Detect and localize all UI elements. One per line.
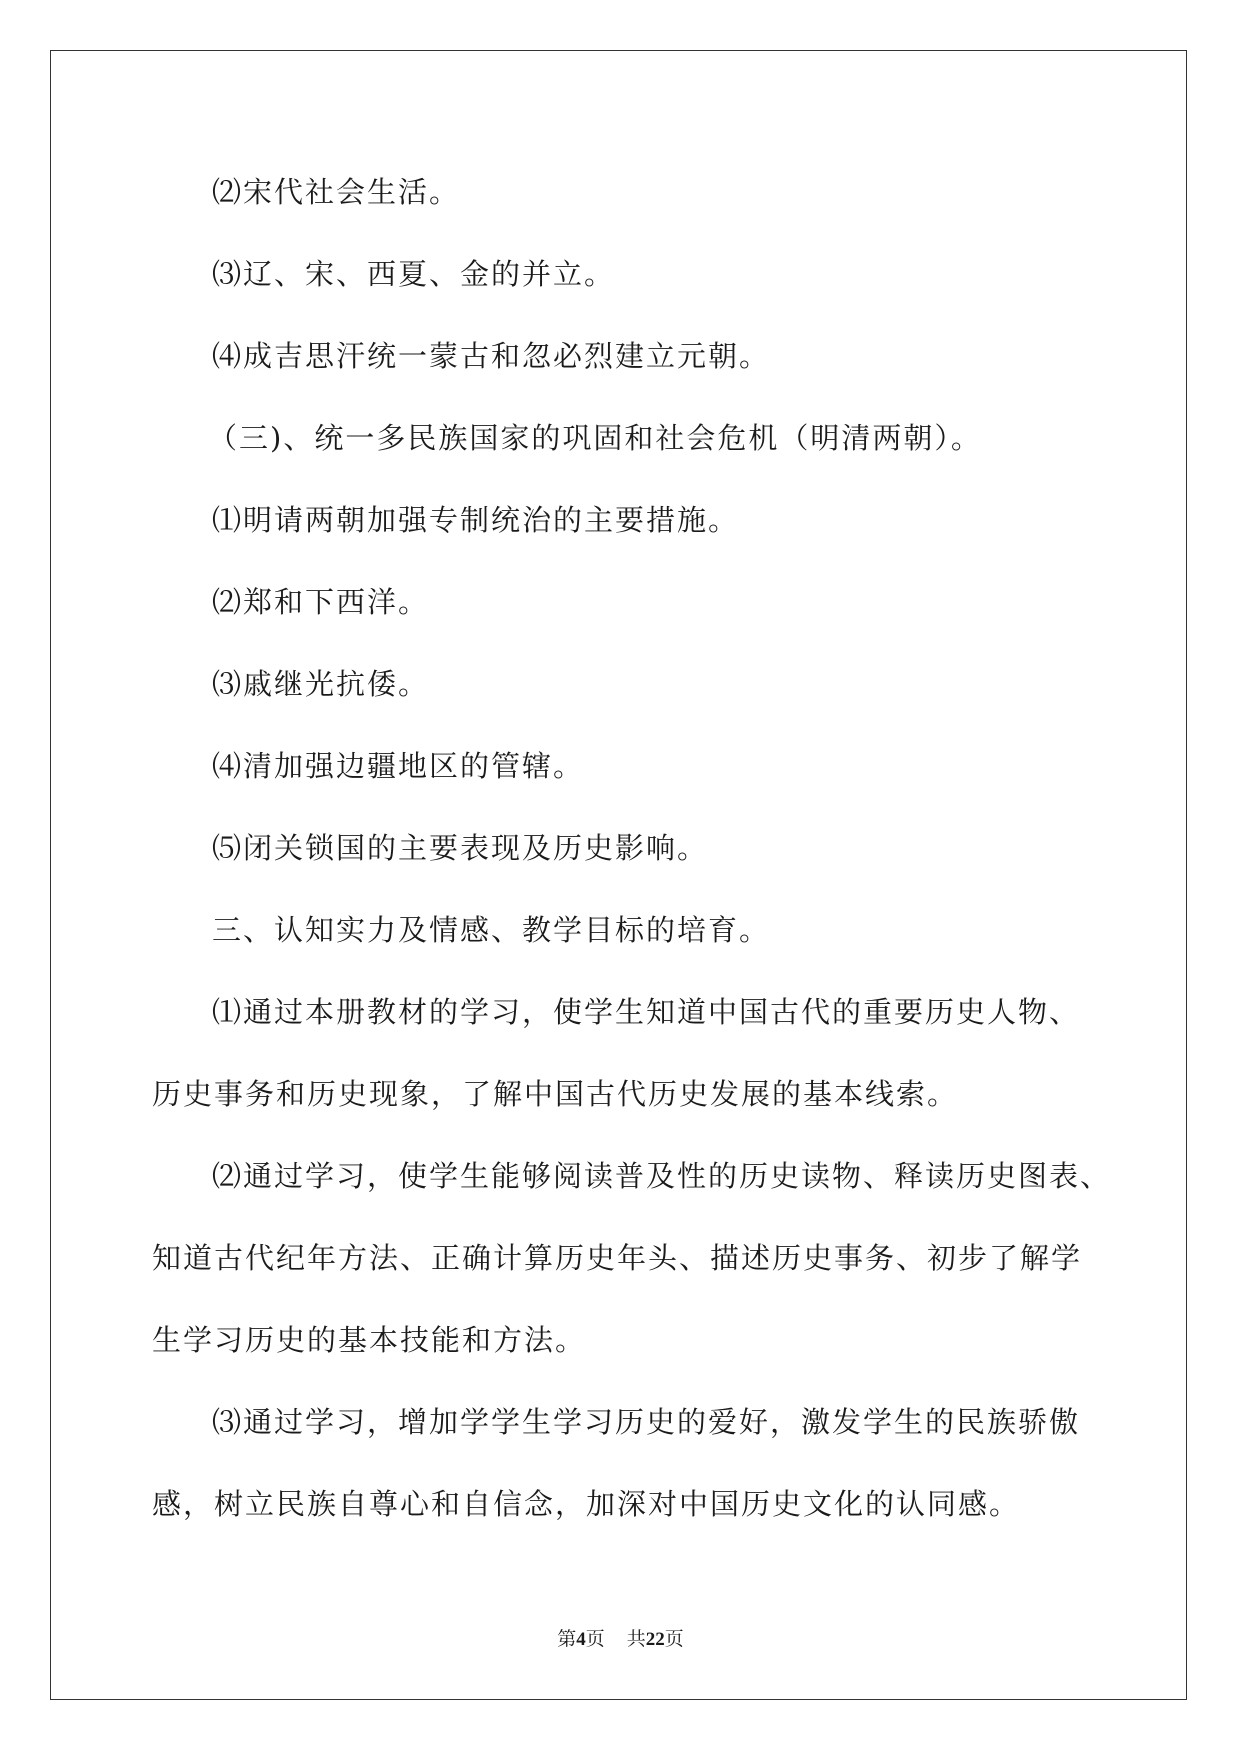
text-line: ⑸闭关锁国的主要表现及历史影响。 [212, 831, 709, 865]
total-suffix: 页 [664, 1629, 684, 1650]
text-line: ⑴明请两朝加强专制统治的主要措施。 [212, 503, 740, 537]
section-heading: 三、认知实力及情感、教学目标的培育。 [212, 913, 771, 947]
section-heading: （三)、统一多民族国家的巩固和社会危机（明清两朝）。 [208, 421, 982, 455]
text-line: 知道古代纪年方法、正确计算历史年头、描述历史事务、初步了解学 [152, 1241, 1083, 1275]
text-line: 生学习历史的基本技能和方法。 [152, 1323, 587, 1357]
text-line: 历史事务和历史现象，了解中国古代历史发展的基本线索。 [152, 1077, 959, 1111]
text-line: ⑵通过学习，使学生能够阅读普及性的历史读物、释读历史图表、 [212, 1159, 1112, 1193]
text-line: ⑶辽、宋、西夏、金的并立。 [212, 257, 616, 291]
text-line: ⑶戚继光抗倭。 [212, 667, 430, 701]
text-line: ⑵宋代社会生活。 [212, 175, 461, 209]
text-line: ⑷清加强边疆地区的管辖。 [212, 749, 585, 783]
text-line: ⑴通过本册教材的学习，使学生知道中国古代的重要历史人物、 [212, 995, 1081, 1029]
page-prefix: 第 [557, 1629, 577, 1650]
text-line: ⑷成吉思汗统一蒙古和忽必烈建立元朝。 [212, 339, 771, 373]
page-border [50, 50, 1187, 1700]
text-line: ⑶通过学习，增加学学生学习历史的爱好，激发学生的民族骄傲 [212, 1405, 1081, 1439]
page-suffix: 页 [585, 1629, 605, 1650]
total-prefix: 共 [626, 1629, 646, 1650]
page-footer [0, 1628, 1241, 1652]
page-number: 4 [576, 1629, 586, 1650]
text-line: ⑵郑和下西洋。 [212, 585, 430, 619]
total-pages: 22 [645, 1629, 665, 1650]
text-line: 感，树立民族自尊心和自信念，加深对中国历史文化的认同感。 [152, 1487, 1021, 1521]
